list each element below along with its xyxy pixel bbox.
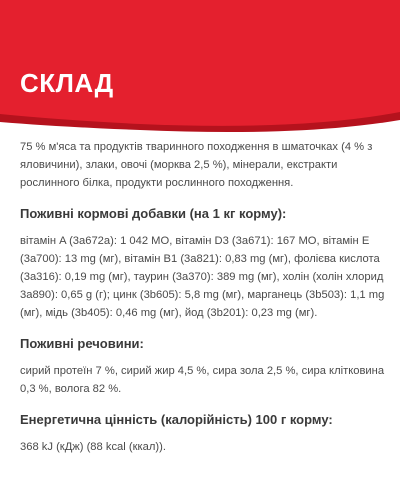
composition-text: 75 % м'яса та продуктів тваринного походження в шматочках (4 % з яловичини), злаки, овочі (морква 2,5 %), мінерали, екстракти рослинного білка, продукти рослинного походження. (20, 141, 373, 189)
header-banner (0, 0, 400, 135)
energy-heading: Енергетична цінність (калорійність) 100 г корму: (20, 412, 333, 427)
nutrients-text: сирий протеїн 7 %, сирий жир 4,5 %, сира зола 2,5 %, сира клітковина 0,3 %, волога 82 %. (20, 365, 385, 395)
page-title: СКЛАД (20, 68, 114, 98)
additives-text: вітамін A (3a672a): 1 042 MO, вітамін D3 (3a671): 167 MO, вітамін E (3a700): 13 mg (мг), вітамін B1 (3a821): 0,83 mg (мг), фолієва кислота (3a316): 0,19 mg (мг), таурин (3a370): 389 mg (мг), холін (холін хлорид 3a890): 0,65 g (г); цинк (3b605): 5,8 mg (мг), марганець (3b503): 1,1 mg (мг), мідь (3b405): 0,46 mg (мг), йод (3b201): 0,23 mg (мг). (20, 235, 385, 319)
composition-content (20, 138, 385, 456)
nutrients-heading: Поживні речовини: (20, 336, 144, 351)
banner-fill (0, 0, 400, 126)
energy-text: 368 kJ (кДж) (88 kcal (ккал)). (20, 441, 166, 453)
additives-heading: Поживні кормові добавки (на 1 кг корму): (20, 206, 287, 221)
